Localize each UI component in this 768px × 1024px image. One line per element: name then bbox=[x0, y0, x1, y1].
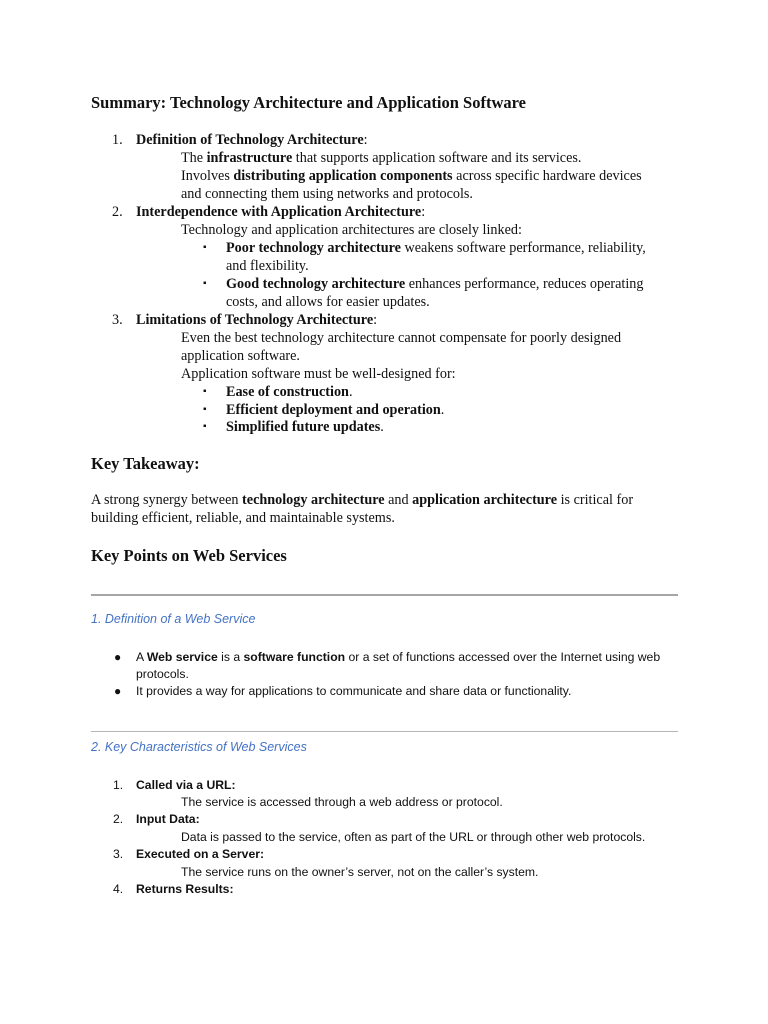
bold-run: technology architecture bbox=[242, 492, 385, 508]
characteristic-desc: The service is accessed through a web address or protocol. bbox=[181, 795, 503, 809]
round-bullet-icon: ● bbox=[114, 684, 122, 698]
text-run: weakens software performance, reliability, bbox=[400, 240, 646, 256]
text-run: and bbox=[384, 492, 413, 508]
takeaway-line: building efficient, reliable, and maintainable systems. bbox=[91, 510, 395, 526]
web-services-heading: Key Points on Web Services bbox=[91, 546, 287, 565]
bullet-line bbox=[226, 239, 646, 257]
text-run: . bbox=[348, 384, 353, 400]
section-divider bbox=[91, 731, 678, 732]
bold-run: application architecture bbox=[412, 492, 558, 508]
takeaway-heading: Key Takeaway: bbox=[91, 454, 200, 473]
text-run: enhances performance, reduces operating bbox=[405, 276, 644, 292]
characteristic-heading: Input Data: bbox=[136, 812, 200, 826]
text-run: or a set of functions accessed over the Internet using web bbox=[345, 650, 661, 664]
text-run: The bbox=[181, 150, 207, 166]
bold-run: distributing application components bbox=[233, 168, 453, 184]
characteristic-desc: Data is passed to the service, often as part of the URL or through other web protocols. bbox=[181, 830, 646, 844]
text-run: A bbox=[136, 650, 147, 664]
item-heading: Definition of Technology Architecture: bbox=[136, 132, 368, 148]
characteristic-heading: Executed on a Server: bbox=[136, 847, 265, 861]
text-run: Involves bbox=[181, 168, 234, 184]
item-heading-text: Limitations of Technology Architecture bbox=[136, 312, 374, 328]
characteristic-desc: The service runs on the owner’s server, not on the caller’s system. bbox=[181, 865, 539, 879]
bullet-continuation: costs, and allows for easier updates. bbox=[226, 294, 430, 310]
item-number: 4. bbox=[113, 882, 124, 896]
summary-title: Summary: Technology Architecture and Application Software bbox=[91, 93, 526, 112]
text-run: . bbox=[380, 419, 384, 435]
section-divider bbox=[91, 594, 678, 596]
web-subheading-definition: 1. Definition of a Web Service bbox=[91, 612, 256, 626]
takeaway-line bbox=[91, 491, 633, 509]
bullet-line bbox=[226, 275, 643, 293]
item-heading-text: Interdependence with Application Architecture bbox=[136, 204, 422, 220]
text-run: is critical for bbox=[557, 492, 634, 508]
item-line bbox=[181, 149, 581, 167]
bold-run: Poor technology architecture bbox=[226, 240, 401, 256]
item-line: Application software must be well-designed for: bbox=[181, 366, 456, 382]
text-run: is a bbox=[217, 650, 244, 664]
square-bullet-icon: ▪ bbox=[203, 278, 207, 289]
item-line: Even the best technology architecture cannot compensate for poorly designed bbox=[181, 330, 622, 346]
bold-run: software function bbox=[243, 650, 346, 664]
text-run: that supports application software and its services. bbox=[292, 150, 582, 166]
item-line: Technology and application architectures are closely linked: bbox=[181, 222, 522, 238]
item-number: 1. bbox=[113, 778, 124, 792]
characteristic-heading: Called via a URL: bbox=[136, 778, 236, 792]
characteristic-heading: Returns Results: bbox=[136, 882, 234, 896]
bullet-continuation: and flexibility. bbox=[226, 258, 309, 274]
item-number: 3. bbox=[112, 312, 123, 328]
item-line: and connecting them using networks and protocols. bbox=[181, 186, 473, 202]
item-number: 2. bbox=[113, 812, 124, 826]
bullet-line bbox=[226, 401, 444, 419]
bold-run: Simplified future updates bbox=[226, 419, 381, 435]
item-line: application software. bbox=[181, 348, 300, 364]
square-bullet-icon: ▪ bbox=[203, 404, 207, 415]
text-run: . bbox=[440, 402, 445, 418]
bold-run: Ease of construction bbox=[226, 384, 349, 400]
text-run: across specific hardware devices bbox=[452, 168, 642, 184]
bullet-line bbox=[226, 418, 384, 436]
bold-run: Good technology architecture bbox=[226, 276, 406, 292]
item-heading-text: Definition of Technology Architecture bbox=[136, 132, 364, 148]
item-number: 2. bbox=[112, 204, 123, 220]
bold-run: Web service bbox=[146, 650, 218, 664]
bold-run: Efficient deployment and operation bbox=[226, 402, 441, 418]
item-heading: Limitations of Technology Architecture: bbox=[136, 312, 378, 328]
square-bullet-icon: ▪ bbox=[203, 386, 207, 397]
web-subheading-characteristics: 2. Key Characteristics of Web Services bbox=[91, 740, 307, 754]
square-bullet-icon: ▪ bbox=[203, 242, 207, 253]
bullet-line bbox=[136, 649, 660, 666]
bullet-continuation: protocols. bbox=[136, 667, 189, 681]
bullet-line bbox=[226, 383, 353, 401]
item-heading: Interdependence with Application Architecture: bbox=[136, 204, 426, 220]
round-bullet-icon: ● bbox=[114, 650, 122, 664]
square-bullet-icon: ▪ bbox=[203, 421, 207, 432]
bold-run: infrastructure bbox=[206, 150, 293, 166]
item-number: 3. bbox=[113, 847, 124, 861]
text-run: A strong synergy between bbox=[91, 492, 243, 508]
bullet-line: It provides a way for applications to communicate and share data or functionality. bbox=[136, 684, 572, 698]
item-line bbox=[181, 167, 642, 185]
item-number: 1. bbox=[112, 132, 123, 148]
